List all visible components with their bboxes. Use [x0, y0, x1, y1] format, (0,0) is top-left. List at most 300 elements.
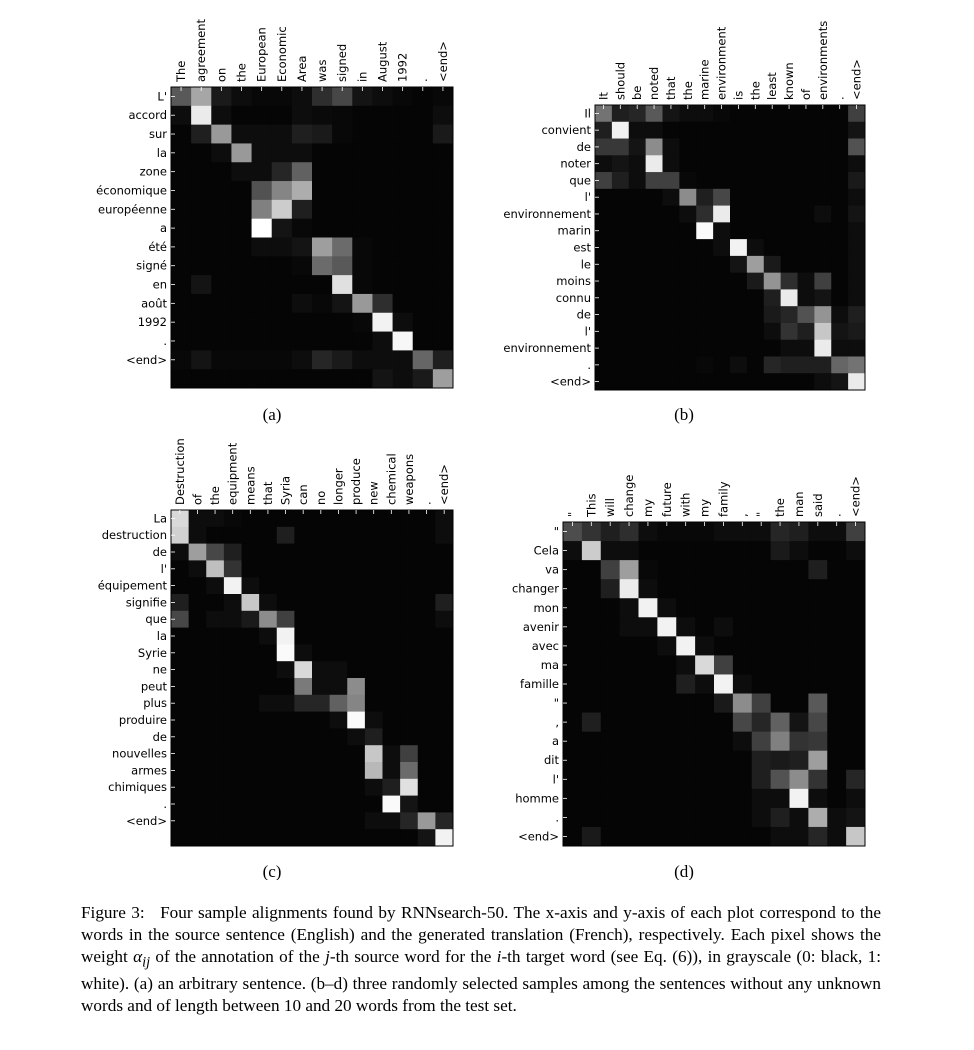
heatmap-cell — [418, 527, 436, 544]
heatmap-cell — [771, 808, 790, 827]
heatmap-cell — [294, 628, 312, 645]
heatmap-cell — [620, 541, 639, 560]
heatmap-cell — [848, 373, 865, 390]
heatmap-cell — [211, 162, 232, 181]
heatmap-cell — [352, 332, 373, 351]
heatmap-cell — [252, 313, 273, 332]
heatmap-cell — [372, 143, 393, 162]
heatmap-cell — [352, 162, 373, 181]
heatmap-cell — [582, 789, 601, 808]
x-tick-label: be — [630, 85, 645, 100]
heatmap-cell — [714, 694, 733, 713]
y-tick-label: de — [576, 307, 591, 322]
heatmap-cell — [747, 340, 764, 357]
heatmap-cell — [294, 829, 312, 846]
y-tick-label: signifie — [125, 595, 167, 610]
heatmap-cell — [332, 350, 353, 369]
heatmap-cell — [582, 674, 601, 693]
heatmap-cell — [393, 350, 414, 369]
heatmap-cell — [629, 273, 646, 290]
heatmap-cell — [292, 350, 313, 369]
x-tick-label: can — [296, 484, 311, 505]
heatmap-cell — [433, 256, 454, 275]
x-tick-label: weapons — [401, 453, 416, 505]
heatmap-cell — [189, 796, 207, 813]
heatmap-cell — [781, 155, 798, 172]
heatmap-cell — [676, 617, 695, 636]
heatmap-cell — [646, 172, 663, 189]
x-tick-label: was — [315, 59, 330, 82]
heatmap-cell — [730, 155, 747, 172]
heatmap-cell — [696, 206, 713, 223]
heatmap-cell — [365, 594, 383, 611]
x-tick-label: European — [254, 27, 269, 82]
heatmap-cell — [814, 256, 831, 273]
heatmap-cell — [365, 829, 383, 846]
heatmap-cell — [696, 239, 713, 256]
heatmap-cell — [347, 779, 365, 796]
heatmap-cell — [781, 256, 798, 273]
heatmap-cell — [252, 256, 273, 275]
y-tick-label: la — [156, 145, 167, 160]
heatmap-cell — [211, 238, 232, 257]
heatmap-cell — [752, 789, 771, 808]
heatmap-cell — [612, 206, 629, 223]
y-tick-label: avec — [531, 638, 559, 653]
heatmap-cell — [418, 812, 436, 829]
heatmap-cell — [189, 628, 207, 645]
heatmap-cell — [695, 655, 714, 674]
heatmap-cell — [312, 294, 333, 313]
heatmap-cell — [372, 332, 393, 351]
heatmap-cell — [747, 206, 764, 223]
x-tick-label: <end> — [435, 41, 450, 82]
heatmap-cell — [808, 694, 827, 713]
heatmap-cell — [798, 373, 815, 390]
heatmap-cell — [846, 713, 865, 732]
heatmap-cell — [657, 655, 676, 674]
heatmap-cell — [601, 636, 620, 655]
heatmap-cell — [695, 579, 714, 598]
heatmap-cell — [242, 527, 260, 544]
y-tick-label: a — [551, 734, 559, 749]
heatmap-cell — [790, 541, 809, 560]
heatmap-cell — [730, 373, 747, 390]
heatmap-cell — [211, 143, 232, 162]
y-tick-label: " — [553, 696, 559, 711]
heatmap-cell — [272, 294, 293, 313]
heatmap-cell — [383, 829, 401, 846]
heatmap-cell — [365, 712, 383, 729]
heatmap-cell — [747, 222, 764, 239]
heatmap-cell — [259, 527, 277, 544]
heatmap-cell — [418, 745, 436, 762]
heatmap-cell — [312, 829, 330, 846]
heatmap-cell — [332, 106, 353, 125]
heatmap-cell — [831, 273, 848, 290]
y-tick-label: de — [152, 545, 167, 559]
heatmap-cell — [365, 577, 383, 594]
heatmap-cell — [413, 294, 434, 313]
heatmap-cell — [639, 579, 658, 598]
heatmap-cell — [620, 636, 639, 655]
caption-alpha: α — [133, 947, 143, 966]
heatmap-cell — [383, 812, 401, 829]
y-tick-label: " — [553, 524, 559, 539]
heatmap-cell — [646, 122, 663, 139]
heatmap-cell — [831, 289, 848, 306]
heatmap-cell — [312, 143, 333, 162]
heatmap-cell — [612, 172, 629, 189]
heatmap-cell — [679, 289, 696, 306]
heatmap-cell — [601, 579, 620, 598]
heatmap-cell — [764, 340, 781, 357]
heatmap-cell — [695, 598, 714, 617]
heatmap-cell — [798, 306, 815, 323]
heatmap-cell — [224, 728, 242, 745]
heatmap-cell — [808, 655, 827, 674]
heatmap-cell — [347, 560, 365, 577]
figure-caption — [81, 902, 881, 1017]
heatmap-cell — [752, 655, 771, 674]
heatmap-cell — [372, 350, 393, 369]
heatmap-cell — [294, 661, 312, 678]
heatmap-cell — [679, 122, 696, 139]
heatmap-cell — [272, 256, 293, 275]
heatmap-cell — [713, 239, 730, 256]
heatmap-cell — [383, 712, 401, 729]
x-tick-label: the — [773, 498, 788, 517]
heatmap-cell — [294, 745, 312, 762]
heatmap-cell — [848, 323, 865, 340]
heatmap-cell — [259, 728, 277, 745]
heatmap-cell — [798, 122, 815, 139]
heatmap-cell — [620, 789, 639, 808]
heatmap-cell — [189, 560, 207, 577]
heatmap-cell — [646, 189, 663, 206]
heatmap-cell — [252, 332, 273, 351]
heatmap-cell — [433, 238, 454, 257]
x-tick-label: The — [174, 60, 189, 82]
heatmap-cell — [646, 273, 663, 290]
heatmap-cell — [781, 289, 798, 306]
heatmap-cell — [612, 256, 629, 273]
heatmap-cell — [714, 808, 733, 827]
x-tick-label: <end> — [437, 464, 452, 505]
heatmap-cell — [435, 678, 453, 695]
heatmap-cell — [435, 712, 453, 729]
heatmap-cell — [383, 678, 401, 695]
heatmap-cell — [352, 294, 373, 313]
heatmap-cell — [231, 219, 252, 238]
heatmap-cell — [171, 369, 192, 388]
heatmap-cell — [848, 122, 865, 139]
heatmap-cell — [714, 560, 733, 579]
heatmap-cell — [231, 106, 252, 125]
heatmap-cell — [372, 256, 393, 275]
y-tick-label: l' — [584, 190, 591, 205]
heatmap-cell — [696, 373, 713, 390]
heatmap-cell — [781, 122, 798, 139]
heatmap-cell — [629, 172, 646, 189]
heatmap-cell — [252, 350, 273, 369]
heatmap-cell — [679, 189, 696, 206]
heatmap-cell — [206, 577, 224, 594]
heatmap-cell — [189, 644, 207, 661]
heatmap-cell — [242, 779, 260, 796]
heatmap-cell — [713, 306, 730, 323]
heatmap-cell — [277, 661, 295, 678]
x-tick-label: It — [596, 92, 611, 100]
heatmap-cell — [206, 829, 224, 846]
heatmap-cell — [383, 577, 401, 594]
heatmap-cell — [612, 239, 629, 256]
heatmap-cell — [657, 694, 676, 713]
heatmap-cell — [191, 181, 212, 200]
heatmap-cell — [294, 560, 312, 577]
heatmap-cell — [846, 732, 865, 751]
y-tick-label: L' — [157, 89, 167, 104]
heatmap-cell — [393, 332, 414, 351]
heatmap-cell — [277, 695, 295, 712]
heatmap-cell — [347, 829, 365, 846]
heatmap-cell — [790, 598, 809, 617]
heatmap-cell — [277, 812, 295, 829]
heatmap-cell — [713, 206, 730, 223]
heatmap-cell — [601, 713, 620, 732]
heatmap-cell — [752, 732, 771, 751]
heatmap-cell — [676, 674, 695, 693]
heatmap-cell — [663, 239, 680, 256]
heatmap-cell — [639, 770, 658, 789]
heatmap-cell — [730, 206, 747, 223]
heatmap-cell — [292, 219, 313, 238]
heatmap-cell — [808, 808, 827, 827]
heatmap-cell — [695, 636, 714, 655]
heatmap-cell — [242, 745, 260, 762]
heatmap-cell — [790, 560, 809, 579]
heatmap-cell — [252, 162, 273, 181]
y-tick-label: de — [152, 729, 167, 744]
heatmap-cell — [242, 544, 260, 561]
heatmap-cell — [808, 579, 827, 598]
heatmap-cell — [752, 674, 771, 693]
heatmap-cell — [330, 544, 348, 561]
heatmap-cell — [294, 577, 312, 594]
heatmap-cell — [752, 713, 771, 732]
heatmap-cell — [393, 219, 414, 238]
heatmap-cell — [191, 219, 212, 238]
heatmap-cell — [790, 751, 809, 770]
heatmap-cell — [224, 644, 242, 661]
heatmap-cell — [657, 770, 676, 789]
heatmap-cell — [191, 332, 212, 351]
y-tick-label: accord — [128, 108, 167, 123]
y-tick-label: ne — [152, 662, 167, 677]
heatmap-cell — [383, 611, 401, 628]
y-tick-label: mon — [533, 600, 559, 615]
x-tick-label: August — [375, 41, 390, 82]
heatmap-cell — [231, 238, 252, 257]
x-tick-label: environments — [815, 20, 830, 100]
heatmap-cell — [733, 827, 752, 846]
heatmap-cell — [365, 779, 383, 796]
heatmap-cell — [747, 172, 764, 189]
heatmap-cell — [730, 306, 747, 323]
heatmap-cell — [730, 323, 747, 340]
heatmap-cell — [435, 796, 453, 813]
heatmap-cell — [189, 544, 207, 561]
heatmap-cell — [224, 829, 242, 846]
y-tick-label: européenne — [98, 202, 167, 217]
x-tick-label: is — [731, 90, 746, 100]
heatmap-cell — [312, 544, 330, 561]
heatmap-cell — [808, 636, 827, 655]
heatmap-cell — [696, 289, 713, 306]
heatmap-cell — [365, 644, 383, 661]
subfigure-label: (b) — [674, 405, 694, 424]
heatmap-cell — [714, 541, 733, 560]
y-tick-label: plus — [143, 696, 167, 711]
heatmap-cell — [383, 644, 401, 661]
heatmap-cell — [242, 829, 260, 846]
heatmap-cell — [747, 189, 764, 206]
y-tick-label: Il — [584, 106, 591, 121]
heatmap-cell — [400, 678, 418, 695]
heatmap-cell — [365, 762, 383, 779]
heatmap-cell — [413, 143, 434, 162]
heatmap-cell — [347, 728, 365, 745]
heatmap-cell — [695, 732, 714, 751]
heatmap-cell — [676, 636, 695, 655]
heatmap-cell — [312, 762, 330, 779]
heatmap-cell — [206, 728, 224, 745]
heatmap-cell — [733, 598, 752, 617]
heatmap-cell — [827, 598, 846, 617]
heatmap-cell — [191, 313, 212, 332]
heatmap-cell — [206, 594, 224, 611]
heatmap-cell — [191, 275, 212, 294]
heatmap-cell — [332, 181, 353, 200]
heatmap-cell — [676, 560, 695, 579]
heatmap-cell — [733, 789, 752, 808]
x-tick-label: . — [415, 78, 430, 82]
heatmap-cell — [790, 579, 809, 598]
y-tick-label: changer — [511, 581, 559, 596]
heatmap-cell — [242, 728, 260, 745]
heatmap-cell — [646, 155, 663, 172]
x-tick-label: the — [680, 81, 695, 100]
y-tick-label: le — [580, 257, 591, 272]
heatmap-cell — [206, 661, 224, 678]
heatmap-cell — [808, 751, 827, 770]
heatmap-cell — [211, 350, 232, 369]
heatmap-cell — [312, 162, 333, 181]
heatmap-cell — [312, 527, 330, 544]
heatmap-cell — [433, 294, 454, 313]
heatmap-cell — [365, 628, 383, 645]
caption-label: Figure 3: — [81, 903, 145, 922]
heatmap-cell — [259, 779, 277, 796]
x-tick-label: family — [716, 481, 731, 517]
x-tick-label: Destruction — [172, 438, 187, 505]
heatmap-cell — [312, 712, 330, 729]
heatmap-cell — [714, 713, 733, 732]
heatmap-cell — [771, 598, 790, 617]
heatmap-cell — [277, 560, 295, 577]
heatmap-cell — [413, 181, 434, 200]
heatmap-cell — [312, 560, 330, 577]
heatmap-cell — [713, 222, 730, 239]
heatmap-cell — [332, 162, 353, 181]
heatmap-cell — [714, 770, 733, 789]
heatmap-cell — [252, 294, 273, 313]
heatmap-cell — [352, 369, 373, 388]
heatmap-cell — [418, 560, 436, 577]
heatmap-cell — [242, 812, 260, 829]
heatmap-cell — [211, 332, 232, 351]
heatmap-cell — [277, 577, 295, 594]
heatmap-cell — [798, 206, 815, 223]
heatmap-cell — [790, 827, 809, 846]
heatmap-cell — [629, 373, 646, 390]
heatmap-cell — [620, 770, 639, 789]
heatmap-cell — [696, 172, 713, 189]
heatmap-cell — [814, 122, 831, 139]
heatmap-cell — [242, 611, 260, 628]
heatmap-cell — [696, 356, 713, 373]
heatmap-cell — [846, 560, 865, 579]
heatmap-cell — [629, 222, 646, 239]
heatmap-cell — [191, 143, 212, 162]
heatmap-cell — [747, 256, 764, 273]
heatmap-cell — [242, 695, 260, 712]
y-tick-label: homme — [515, 791, 559, 806]
heatmap-cell — [383, 594, 401, 611]
heatmap-cell — [224, 560, 242, 577]
heatmap-cell — [252, 106, 273, 125]
heatmap-cell — [418, 695, 436, 712]
heatmap-cell — [646, 289, 663, 306]
heatmap-cell — [347, 544, 365, 561]
heatmap-cell — [714, 617, 733, 636]
heatmap-cell — [846, 579, 865, 598]
heatmap-cell — [277, 762, 295, 779]
heatmap-cell — [663, 323, 680, 340]
heatmap-cell — [292, 294, 313, 313]
heatmap-cell — [827, 655, 846, 674]
heatmap-cell — [312, 256, 333, 275]
subfigure-label: (d) — [674, 862, 694, 880]
heatmap-cell — [639, 655, 658, 674]
heatmap-cell — [242, 678, 260, 695]
heatmap-cell — [733, 579, 752, 598]
x-tick-label: known — [782, 62, 797, 100]
heatmap-cell — [372, 106, 393, 125]
heatmap-cell — [347, 745, 365, 762]
heatmap-cell — [393, 162, 414, 181]
alignment-panel-1 — [503, 21, 865, 424]
heatmap-cell — [620, 655, 639, 674]
heatmap-cell — [771, 636, 790, 655]
heatmap-cell — [713, 189, 730, 206]
heatmap-cell — [582, 541, 601, 560]
heatmap-cell — [798, 323, 815, 340]
heatmap-cell — [695, 713, 714, 732]
heatmap-cell — [400, 611, 418, 628]
heatmap-cell — [695, 541, 714, 560]
heatmap-cell — [294, 544, 312, 561]
